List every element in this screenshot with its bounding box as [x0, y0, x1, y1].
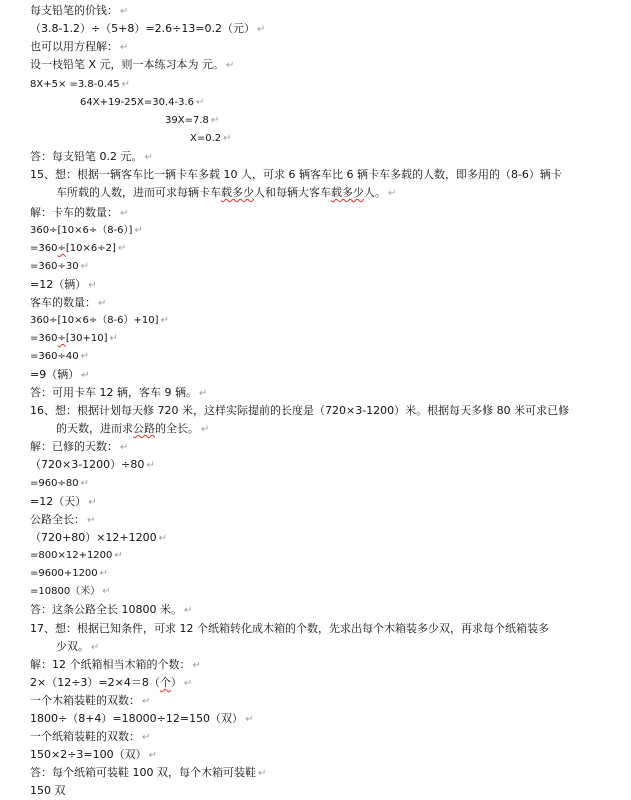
paragraph-mark-icon: ↵ — [142, 696, 151, 707]
text-segment: 15、想：根据一辆客车比一辆卡车多载 10 人，可求 6 辆客车比 6 辆卡车多载的人数，即多用的（8-6）辆卡 — [30, 168, 562, 181]
text-segment: 8X+5× =3.8-0.45 — [30, 79, 120, 90]
paragraph-mark-icon: ↵ — [117, 243, 127, 254]
paragraph-mark-icon: ↵ — [146, 460, 155, 471]
text-segment: =360 — [30, 243, 58, 254]
text-line — [30, 513, 95, 528]
text-segment: 解：卡车的数量： — [30, 206, 118, 219]
text-line — [30, 730, 150, 745]
paragraph-mark-icon: ↵ — [258, 768, 267, 779]
paragraph-mark-icon: ↵ — [98, 298, 107, 309]
text-line — [30, 712, 253, 727]
paragraph-mark-icon: ↵ — [210, 115, 220, 126]
text-line — [190, 132, 232, 146]
text-segment: [30+10] — [65, 333, 108, 344]
text-segment: 360÷[10×6÷（8-6）] — [30, 225, 133, 236]
text-segment: 答：可用卡车 12 辆，客车 9 辆。 — [30, 386, 197, 399]
paragraph-mark-icon: ↵ — [87, 515, 96, 526]
text-line — [30, 784, 66, 798]
paragraph-mark-icon: ↵ — [158, 533, 168, 544]
text-line — [30, 78, 130, 92]
text-line — [30, 296, 106, 311]
paragraph-mark-icon: ↵ — [160, 315, 169, 326]
paragraph-mark-icon: ↵ — [109, 333, 118, 344]
paragraph-mark-icon: ↵ — [120, 442, 129, 453]
paragraph-mark-icon: ↵ — [80, 261, 89, 272]
text-line — [80, 96, 204, 110]
paragraph-mark-icon: ↵ — [121, 79, 131, 90]
paragraph-mark-icon: ↵ — [80, 478, 89, 489]
text-line — [30, 440, 128, 455]
paragraph-mark-icon: ↵ — [198, 388, 208, 399]
text-line — [30, 206, 128, 221]
paragraph-mark-icon: ↵ — [91, 642, 100, 653]
text-line — [30, 350, 89, 364]
text-segment: 150×2÷3=100（双） — [30, 748, 147, 761]
paragraph-mark-icon: ↵ — [192, 660, 201, 671]
text-line — [30, 332, 118, 346]
text-segment: 360÷[10×6÷（8-6）+10] — [30, 315, 159, 326]
text-segment: =360÷40 — [30, 351, 79, 362]
text-segment: [10×6÷2] — [65, 243, 116, 254]
text-line — [30, 278, 97, 293]
text-segment: =9600+1200 — [30, 568, 98, 579]
paragraph-mark-icon: ↵ — [226, 60, 235, 71]
text-segment: 公路 — [133, 422, 155, 435]
text-line — [30, 404, 569, 418]
paragraph-mark-icon: ↵ — [81, 370, 90, 381]
text-line — [56, 186, 396, 201]
paragraph-mark-icon: ↵ — [102, 586, 111, 597]
text-segment: （3.8-1.2）÷（5+8）=2.6÷13=0.2（元） — [30, 22, 256, 35]
text-segment: 车所载的人数，进而可求每辆卡车 — [56, 186, 221, 199]
text-segment: =12（天） — [30, 495, 87, 508]
text-segment: 每支铅笔的价钱： — [30, 4, 118, 17]
text-segment: 的全长。 — [155, 422, 199, 435]
text-line — [30, 622, 549, 636]
text-line — [30, 585, 111, 599]
text-segment: 答：每支铅笔 0.2 元。 — [30, 150, 143, 163]
paragraph-mark-icon: ↵ — [142, 732, 151, 743]
text-line — [30, 748, 157, 763]
text-line — [30, 386, 207, 401]
text-line — [30, 22, 265, 37]
text-line — [30, 477, 89, 491]
paragraph-mark-icon: ↵ — [245, 714, 254, 725]
text-segment: 150 双 — [30, 784, 66, 797]
text-line — [165, 114, 219, 128]
text-segment: =12（辆） — [30, 278, 87, 291]
text-segment: 1800÷（8+4）=18000÷12=150（双） — [30, 712, 244, 725]
text-line — [30, 531, 167, 546]
paragraph-mark-icon: ↵ — [120, 6, 129, 17]
paragraph-mark-icon: ↵ — [114, 550, 123, 561]
paragraph-mark-icon: ↵ — [88, 280, 97, 291]
text-segment: ÷ — [57, 243, 66, 254]
text-line — [30, 694, 150, 709]
text-line — [30, 224, 143, 238]
text-segment: 载多少 — [221, 186, 254, 199]
text-segment: 答：这条公路全长 10800 米。 — [30, 603, 182, 616]
text-segment: 2×（12÷3）=2×4＝8（ — [30, 676, 160, 689]
paragraph-mark-icon: ↵ — [223, 133, 232, 144]
paragraph-mark-icon: ↵ — [120, 208, 129, 219]
text-segment: =800×12+1200 — [30, 550, 113, 561]
text-line — [30, 168, 562, 182]
text-segment: =10800（米） — [30, 586, 101, 597]
text-line — [30, 260, 89, 274]
paragraph-mark-icon: ↵ — [257, 24, 266, 35]
text-segment: =360 — [30, 333, 58, 344]
text-segment: 16、想：根据计划每天修 720 米，这样实际提前的长度是（720×3-1200）米。根据每天多修 80 米可求已修 — [30, 404, 570, 417]
text-line — [30, 495, 97, 510]
text-segment: （720+80）×12+1200 — [30, 531, 157, 544]
text-segment: 也可以用方程解： — [30, 40, 118, 53]
text-line — [30, 40, 128, 55]
text-segment: 公路全长： — [30, 513, 85, 526]
text-segment: 解：已修的天数： — [30, 440, 118, 453]
text-segment: 设一枝铅笔 X 元，则一本练习本为 元。 — [30, 58, 225, 71]
text-segment: =9（辆） — [30, 368, 80, 381]
text-segment: 载多少 — [331, 186, 364, 199]
text-segment: 一个纸箱装鞋的双数： — [30, 730, 140, 743]
text-segment: 人和每辆大客车 — [254, 186, 331, 199]
paragraph-mark-icon: ↵ — [144, 152, 153, 163]
text-line — [30, 766, 266, 781]
paragraph-mark-icon: ↵ — [148, 750, 158, 761]
paragraph-mark-icon: ↵ — [88, 497, 97, 508]
text-line — [30, 676, 192, 691]
text-segment: ） — [170, 676, 182, 689]
text-line — [30, 242, 126, 256]
text-segment: 人。 — [364, 186, 386, 199]
text-segment: 客车的数量： — [30, 296, 96, 309]
paragraph-mark-icon: ↵ — [134, 225, 143, 236]
text-line — [56, 640, 99, 655]
text-segment: 39X=7.8 — [165, 115, 209, 126]
text-segment: ÷ — [57, 333, 66, 344]
text-segment: 17、想：根据已知条件，可求 12 个纸箱转化成木箱的个数，先求出每个木箱装多少双，再求每个纸箱装多 — [30, 622, 549, 635]
text-line — [30, 58, 234, 73]
text-line — [30, 368, 90, 383]
text-line — [56, 422, 209, 437]
text-line — [30, 4, 128, 19]
text-line — [30, 150, 153, 165]
paragraph-mark-icon: ↵ — [99, 568, 109, 579]
text-line — [30, 458, 155, 473]
text-segment: 少双。 — [56, 640, 89, 653]
text-line — [30, 603, 192, 618]
text-segment: X=0.2 — [190, 133, 222, 144]
paragraph-mark-icon: ↵ — [201, 424, 210, 435]
text-line — [30, 658, 201, 673]
text-line — [30, 549, 123, 563]
text-segment: 的天数，进而求 — [56, 422, 133, 435]
paragraph-mark-icon: ↵ — [80, 351, 89, 362]
paragraph-mark-icon: ↵ — [120, 42, 129, 53]
text-line — [30, 567, 108, 581]
text-segment: 答：每个纸箱可装鞋 100 双，每个木箱可装鞋 — [30, 766, 256, 779]
paragraph-mark-icon: ↵ — [196, 97, 205, 108]
paragraph-mark-icon: ↵ — [184, 605, 193, 616]
paragraph-mark-icon: ↵ — [183, 678, 193, 689]
text-segment: 一个木箱装鞋的双数： — [30, 694, 140, 707]
text-segment: =360÷30 — [30, 261, 79, 272]
text-line — [30, 314, 169, 328]
text-segment: 解：12 个纸箱相当木箱的个数： — [30, 658, 191, 671]
paragraph-mark-icon: ↵ — [388, 188, 397, 199]
text-segment: 64X+19-25X=30.4-3.6 — [80, 97, 195, 108]
text-segment: 个 — [159, 676, 171, 689]
text-segment: （720×3-1200）÷80 — [30, 458, 145, 471]
text-segment: =960÷80 — [30, 478, 79, 489]
